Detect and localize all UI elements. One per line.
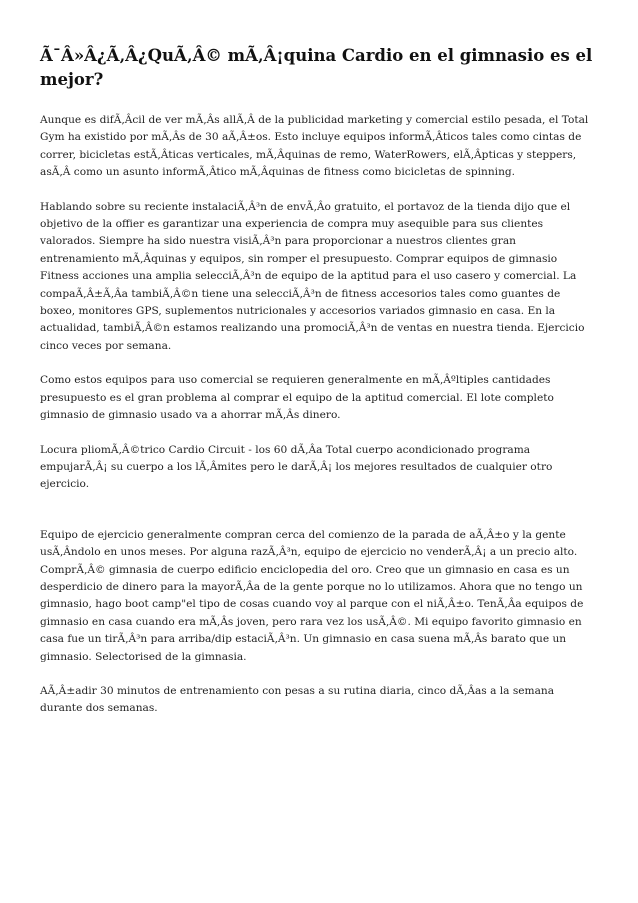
paragraph-5: Equipo de ejercicio generalmente compran cerca del comienzo de la parada de aÃ‚Â±o y la gente usÃ‚Ândolo en unos meses. Por alguna razÃ‚Â³n, equipo de ejercicio no venderÃ‚Â¡ a un precio alto. ComprÃ‚Â© gimnasia de cuerpo edificio enciclopedia del oro. Creo que un gimnasio en casa es un desperdicio de dinero para la mayorÃ‚Âa de la gente porque no lo utilizamos. Ahora que no tengo un gimnasio, hago boot camp"el tipo de cosas cuando voy al parque con el niÃ‚Â±o. TenÃ‚Âa equipos de gimnasio en casa cuando era mÃ‚Âs joven, pero rara vez los usÃ‚Â©. Mi equipo favorito gimnasio en casa fue un tirÃ‚Â³n para arriba/dip estaciÃ‚Â³n. Un gimnasio en casa suena mÃ‚Âs barato que un gimnasio. Selectorised de la gimnasia. — [40, 528, 584, 663]
paragraph-3: Como estos equipos para uso comercial se requieren generalmente en mÃ‚Âºltiples cantidades presupuesto es el gran problema al comprar el equipo de la aptitud comercial. El lote completo gimnasio de gimnasio usado va a ahorrar mÃ‚Âs dinero. — [40, 374, 554, 422]
document-page — [40, 44, 596, 735]
paragraph-1: Aunque es difÃ‚Âcil de ver mÃ‚Âs allÃ‚Â de la publicidad marketing y comercial estilo pesada, el Total Gym ha existido por mÃ‚Âs de 30 aÃ‚Â±os. Esto incluye equipos informÃ‚Âticos tales como cintas de correr, bicicletas estÃ‚Âticas verticales, mÃ‚Âquinas de remo, WaterRowers, elÃ‚Âpticas y steppers, asÃ‚Â como un asunto informÃ‚Âtico mÃ‚Âquinas de fitness como bicicletas de spinning. — [40, 114, 589, 179]
paragraph-4: Locura pliomÃ‚Â©trico Cardio Circuit - los 60 dÃ‚Âa Total cuerpo acondicionado programa empujarÃ‚Â¡ su cuerpo a los lÃ‚Âmites pero le darÃ‚Â¡ los mejores resultados de cualquier otro ejercicio. — [40, 443, 553, 491]
paragraph-6: AÃ‚Â±adir 30 minutos de entrenamiento con pesas a su rutina diaria, cinco dÃ‚Âas a la semana durante dos semanas. — [40, 684, 555, 715]
paragraph-2: Hablando sobre su reciente instalaciÃ‚Â³n de envÃ‚Âo gratuito, el portavoz de la tienda dijo que el objetivo de la offier es garantizar una experiencia de compra muy asequible para sus clientes valorados. Siempre ha sido nuestra visiÃ‚Â³n para proporcionar a nuestros clientes gran entrenamiento mÃ‚Âquinas y equipos, sin romper el presupuesto. Comprar equipos de gimnasio Fitness acciones una amplia selecciÃ‚Â³n de equipo de la aptitud para el uso casero y comercial. La compaÃ‚Â±Ã‚Âa tambiÃ‚Â©n tiene una selecciÃ‚Â³n de fitness accesorios tales como guantes de boxeo, monitores GPS, suplementos nutricionales y accesorios variados gimnasio en casa. En la actualidad, tambiÃ‚Â©n estamos realizando una promociÃ‚Â³n de ventas en nuestra tienda. Ejercicio cinco veces por semana. — [40, 200, 585, 352]
document-title: Ã¯Â»Â¿Ã‚Â¿QuÃ‚Â© mÃ‚Â¡quina Cardio en el gimnasio es el mejor? — [40, 46, 593, 89]
section-spacer — [40, 511, 596, 527]
